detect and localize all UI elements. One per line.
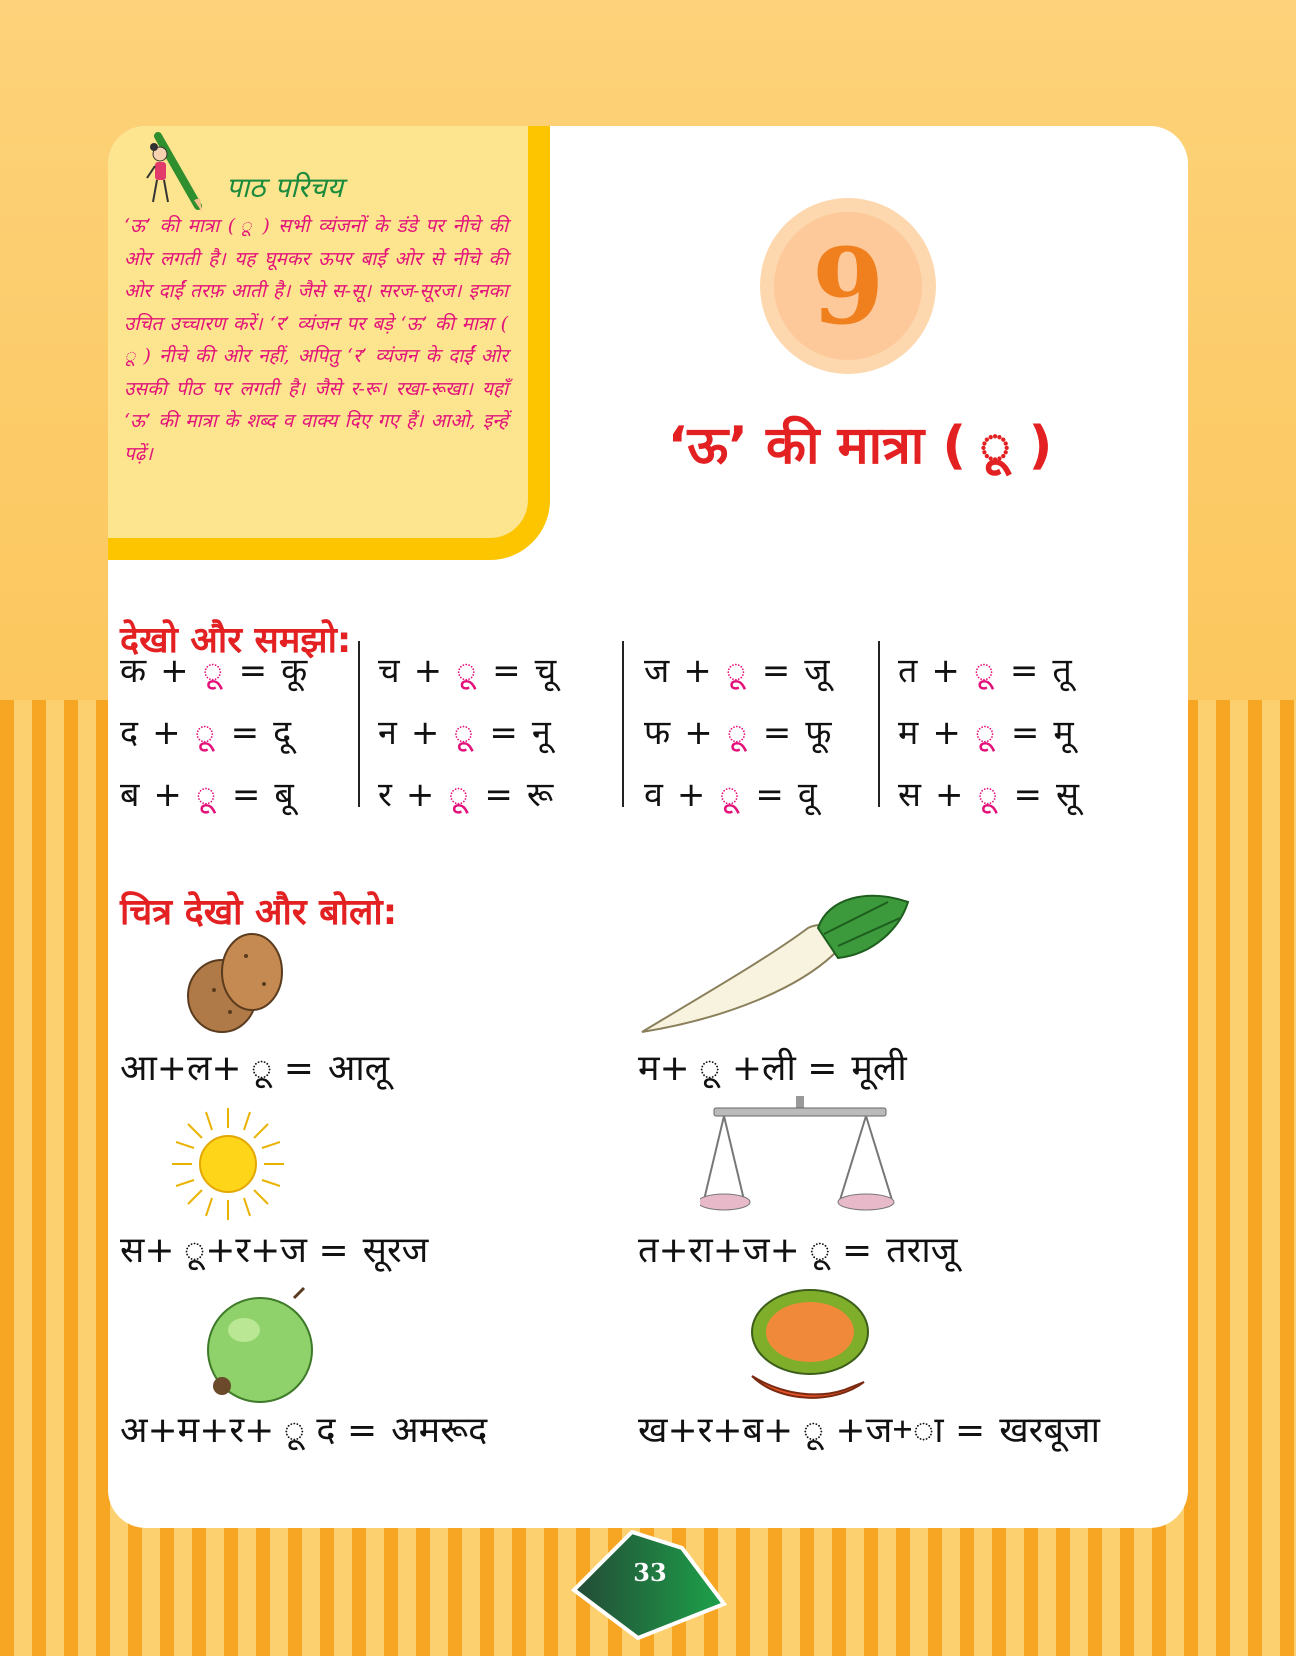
combination-row bbox=[644, 646, 843, 706]
plus-sign: + bbox=[153, 775, 182, 815]
equals-sign: = bbox=[492, 651, 521, 691]
page-number-badge bbox=[570, 1530, 730, 1642]
equals-sign: = bbox=[484, 775, 513, 815]
word-formula-parts: म+ ू +ली = bbox=[638, 1048, 838, 1089]
sun-icon bbox=[170, 1106, 286, 1222]
guava-icon bbox=[204, 1286, 316, 1404]
section-heading-see-speak: चित्र देखो और बोलो: bbox=[120, 892, 398, 933]
matra-sign: ू bbox=[719, 775, 740, 815]
combination-result: जू bbox=[804, 651, 830, 691]
intro-title: पाठ परिचय bbox=[226, 171, 343, 204]
word-formula-parts: आ+ल+ ू = bbox=[120, 1048, 314, 1089]
word-result: मूली bbox=[851, 1048, 907, 1089]
melon-icon bbox=[740, 1286, 872, 1404]
intro-text: ‘ऊ’ की मात्रा ( ू ) सभी व्यंजनों के डंडे पर नीचे की ओर लगती है। यह घूमकर ऊपर बाईं ओर से नीचे की ओर दाईं तरफ़ आती है। जैसे स-सू। सरज-सूरज। इनका उचित उच्चारण करें। ‘र’ व्यंजन पर बड़े ‘ऊ’ की मात्रा ( ू ) नीचे की ओर नहीं, अपितु ‘र’ व्यंजन के दाईं ओर उसकी पीठ पर लगती है। जैसे र-रू। रखा-रूखा। यहाँ ‘ऊ’ की मात्रा के शब्द व वाक्य दिए गए हैं। आओ, इन्हें पढ़ें। bbox=[124, 215, 508, 465]
matra-sign: ू bbox=[195, 775, 217, 815]
matra-sign: ू bbox=[725, 651, 746, 691]
matra-sign: ू bbox=[448, 775, 469, 815]
equals-sign: = bbox=[1013, 775, 1042, 815]
radish-icon bbox=[638, 888, 918, 1036]
intro-box bbox=[108, 126, 550, 560]
matra-sign: ू bbox=[194, 713, 215, 753]
column-divider bbox=[622, 641, 624, 807]
combination-row bbox=[120, 770, 308, 830]
combination-row bbox=[120, 646, 321, 706]
combination-base: र bbox=[378, 775, 392, 815]
potato-icon bbox=[184, 926, 288, 1038]
combination-row bbox=[898, 708, 1088, 768]
combination-row bbox=[644, 708, 845, 768]
combination-base: त bbox=[898, 651, 918, 691]
chapter-number-badge bbox=[760, 198, 936, 374]
equals-sign: = bbox=[755, 775, 784, 815]
plus-sign: + bbox=[413, 651, 443, 691]
combination-result: रू bbox=[526, 775, 554, 815]
plus-sign: + bbox=[684, 713, 713, 753]
matra-sign: ू bbox=[973, 651, 995, 691]
word-formula bbox=[638, 1404, 1100, 1453]
pencil-girl-icon bbox=[144, 132, 206, 214]
equals-sign: = bbox=[230, 713, 260, 753]
plus-sign: + bbox=[410, 713, 440, 753]
word-formula-parts: स+ ू+र+ज = bbox=[120, 1230, 349, 1271]
plus-sign: + bbox=[152, 713, 181, 753]
combination-row bbox=[378, 770, 567, 830]
combination-result: सू bbox=[1055, 775, 1079, 815]
plus-sign: + bbox=[934, 775, 964, 815]
plus-sign: + bbox=[683, 651, 712, 691]
combination-row bbox=[120, 708, 305, 768]
word-formula bbox=[120, 1224, 428, 1273]
equals-sign: = bbox=[761, 651, 791, 691]
combination-base: क bbox=[120, 651, 147, 691]
equals-sign: = bbox=[231, 775, 261, 815]
word-formula bbox=[638, 1224, 957, 1273]
combination-result: दू bbox=[273, 713, 292, 753]
matra-sign: ू bbox=[453, 713, 474, 753]
combination-base: च bbox=[378, 651, 400, 691]
combination-base: म bbox=[898, 713, 919, 753]
combination-row bbox=[378, 708, 565, 768]
word-formula-parts: ख+र+ब+ ू +ज+ा = bbox=[638, 1410, 986, 1451]
word-result: अमरूद bbox=[391, 1410, 488, 1451]
word-result: आलू bbox=[327, 1048, 390, 1089]
equals-sign: = bbox=[1009, 651, 1039, 691]
equals-sign: = bbox=[1010, 713, 1040, 753]
combination-base: स bbox=[898, 775, 921, 815]
combination-base: फ bbox=[644, 713, 671, 753]
combination-row bbox=[898, 770, 1093, 830]
combination-result: नू bbox=[531, 713, 551, 753]
combination-base: ज bbox=[644, 651, 670, 691]
section-heading-look-understand: देखो और समझो: bbox=[120, 620, 352, 661]
plus-sign: + bbox=[160, 651, 189, 691]
word-formula bbox=[638, 1042, 907, 1091]
word-result: तराजू bbox=[886, 1230, 958, 1271]
plus-sign: + bbox=[932, 713, 961, 753]
matra-sign: ू bbox=[977, 775, 998, 815]
matra-sign: ू bbox=[974, 713, 996, 753]
combination-row bbox=[378, 646, 570, 706]
column-divider bbox=[358, 641, 360, 807]
combination-result: बू bbox=[274, 775, 294, 815]
equals-sign: = bbox=[762, 713, 792, 753]
combination-base: ब bbox=[120, 775, 140, 815]
combination-base: व bbox=[644, 775, 663, 815]
combination-result: कू bbox=[281, 651, 308, 691]
combination-result: वू bbox=[797, 775, 817, 815]
combination-result: तू bbox=[1052, 651, 1072, 691]
page-number: 33 bbox=[633, 1558, 667, 1587]
combination-base: न bbox=[378, 713, 397, 753]
word-formula-parts: त+रा+ज+ ू = bbox=[638, 1230, 873, 1271]
word-formula bbox=[120, 1404, 487, 1453]
combination-result: चू bbox=[534, 651, 557, 691]
plus-sign: + bbox=[405, 775, 435, 815]
combination-result: फू bbox=[805, 713, 832, 753]
plus-sign: + bbox=[931, 651, 960, 691]
combination-result: मू bbox=[1053, 713, 1074, 753]
plus-sign: + bbox=[676, 775, 706, 815]
equals-sign: = bbox=[489, 713, 518, 753]
word-result: खरबूजा bbox=[999, 1410, 1100, 1451]
column-divider bbox=[878, 641, 880, 807]
page-card bbox=[108, 126, 1188, 1528]
word-formula bbox=[120, 1042, 389, 1091]
word-formula-parts: अ+म+र+ ू द = bbox=[120, 1410, 378, 1451]
equals-sign: = bbox=[238, 651, 268, 691]
matra-sign: ू bbox=[726, 713, 747, 753]
chapter-title: ‘ऊ’ की मात्रा ( ू ) bbox=[667, 416, 1053, 476]
chapter-number: 9 bbox=[774, 212, 922, 360]
combination-base: द bbox=[120, 713, 139, 753]
combination-row bbox=[898, 646, 1086, 706]
matra-sign: ू bbox=[456, 651, 477, 691]
combination-row bbox=[644, 770, 831, 830]
weighing-scale-icon bbox=[700, 1094, 900, 1218]
matra-sign: ू bbox=[202, 651, 223, 691]
word-result: सूरज bbox=[362, 1230, 429, 1271]
